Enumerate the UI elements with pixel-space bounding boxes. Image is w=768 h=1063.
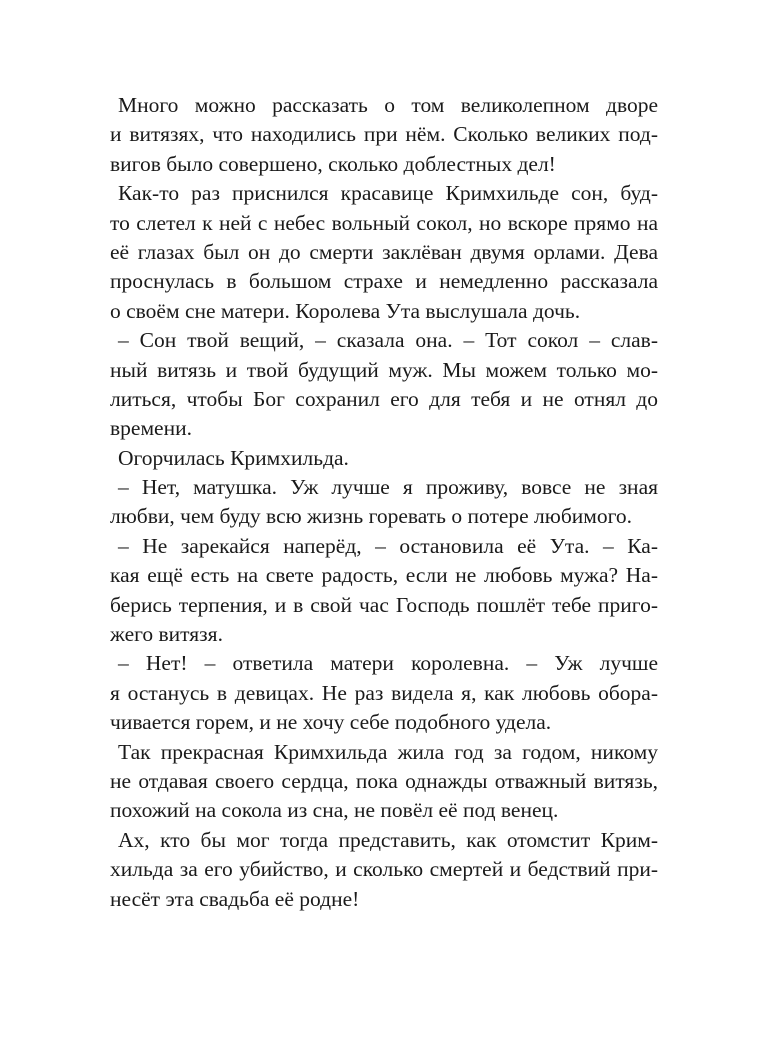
- paragraph: [110, 826, 658, 914]
- text-line: вигов было совершено, сколько доблестных дел!: [110, 151, 556, 176]
- paragraph: [110, 532, 658, 650]
- text-line: Ах, кто бы мог тогда представить, как отомстит Крим-: [118, 827, 658, 852]
- paragraph: [110, 738, 658, 826]
- text-line: чивается горем, и не хочу себе подобного удела.: [110, 710, 552, 735]
- text-line: Так прекрасная Кримхильда жила год за годом, никому: [118, 739, 658, 764]
- paragraph: [110, 444, 658, 473]
- text-line: кая ещё есть на свете радость, если не любовь мужа? На-: [110, 563, 658, 588]
- text-line: ный витязь и твой будущий муж. Мы можем только мо-: [110, 357, 658, 382]
- text-line: о своём сне матери. Королева Ута выслушала дочь.: [110, 298, 581, 323]
- text-line: любви, чем буду всю жизнь горевать о потере любимого.: [110, 504, 633, 529]
- text-line: Много можно рассказать о том великолепном дворе: [118, 93, 658, 117]
- paragraph: [110, 326, 658, 444]
- text-line: похожий на сокола из сна, не повёл её под венец.: [110, 798, 559, 823]
- text-line: берись терпения, и в свой час Господь пошлёт тебе приго-: [110, 592, 658, 617]
- text-line: хильда за его убийство, и сколько смертей и бедствий при-: [110, 857, 658, 882]
- text-line: – Нет, матушка. Уж лучше я проживу, вовсе не зная: [118, 475, 658, 500]
- text-line: – Не зарекайся наперёд, – остановила её Ута. – Ка-: [118, 533, 658, 558]
- text-line: её глазах был он до смерти заклёван двумя орлами. Дева: [110, 239, 658, 264]
- paragraph: [110, 179, 658, 326]
- text-line: – Сон твой вещий, – сказала она. – Тот сокол – слав-: [118, 328, 658, 353]
- body-text: [110, 91, 658, 914]
- text-line: Огорчилась Кримхильда.: [118, 445, 349, 470]
- text-line: и витязях, что находились при нём. Сколько великих под-: [110, 122, 658, 147]
- text-line: жего витязя.: [110, 622, 223, 647]
- paragraph: [110, 649, 658, 737]
- text-line: литься, чтобы Бог сохранил его для тебя и не отнял до: [110, 386, 658, 411]
- text-line: я останусь в девицах. Не раз видела я, как любовь обора-: [110, 680, 658, 705]
- text-line: проснулась в большом страхе и немедленно рассказала: [110, 269, 658, 294]
- text-line: времени.: [110, 416, 192, 441]
- paragraph: [110, 91, 658, 179]
- text-line: то слетел к ней с небес вольный сокол, но вскоре прямо на: [110, 210, 658, 235]
- paragraph: [110, 473, 658, 532]
- text-line: несёт эта свадьба её родне!: [110, 886, 360, 911]
- text-line: – Нет! – ответила матери королевна. – Уж лучше: [118, 651, 658, 676]
- text-line: Как-то раз приснился красавице Кримхильде сон, буд-: [118, 181, 658, 206]
- text-line: не отдавая своего сердца, пока однажды отважный витязь,: [110, 768, 658, 793]
